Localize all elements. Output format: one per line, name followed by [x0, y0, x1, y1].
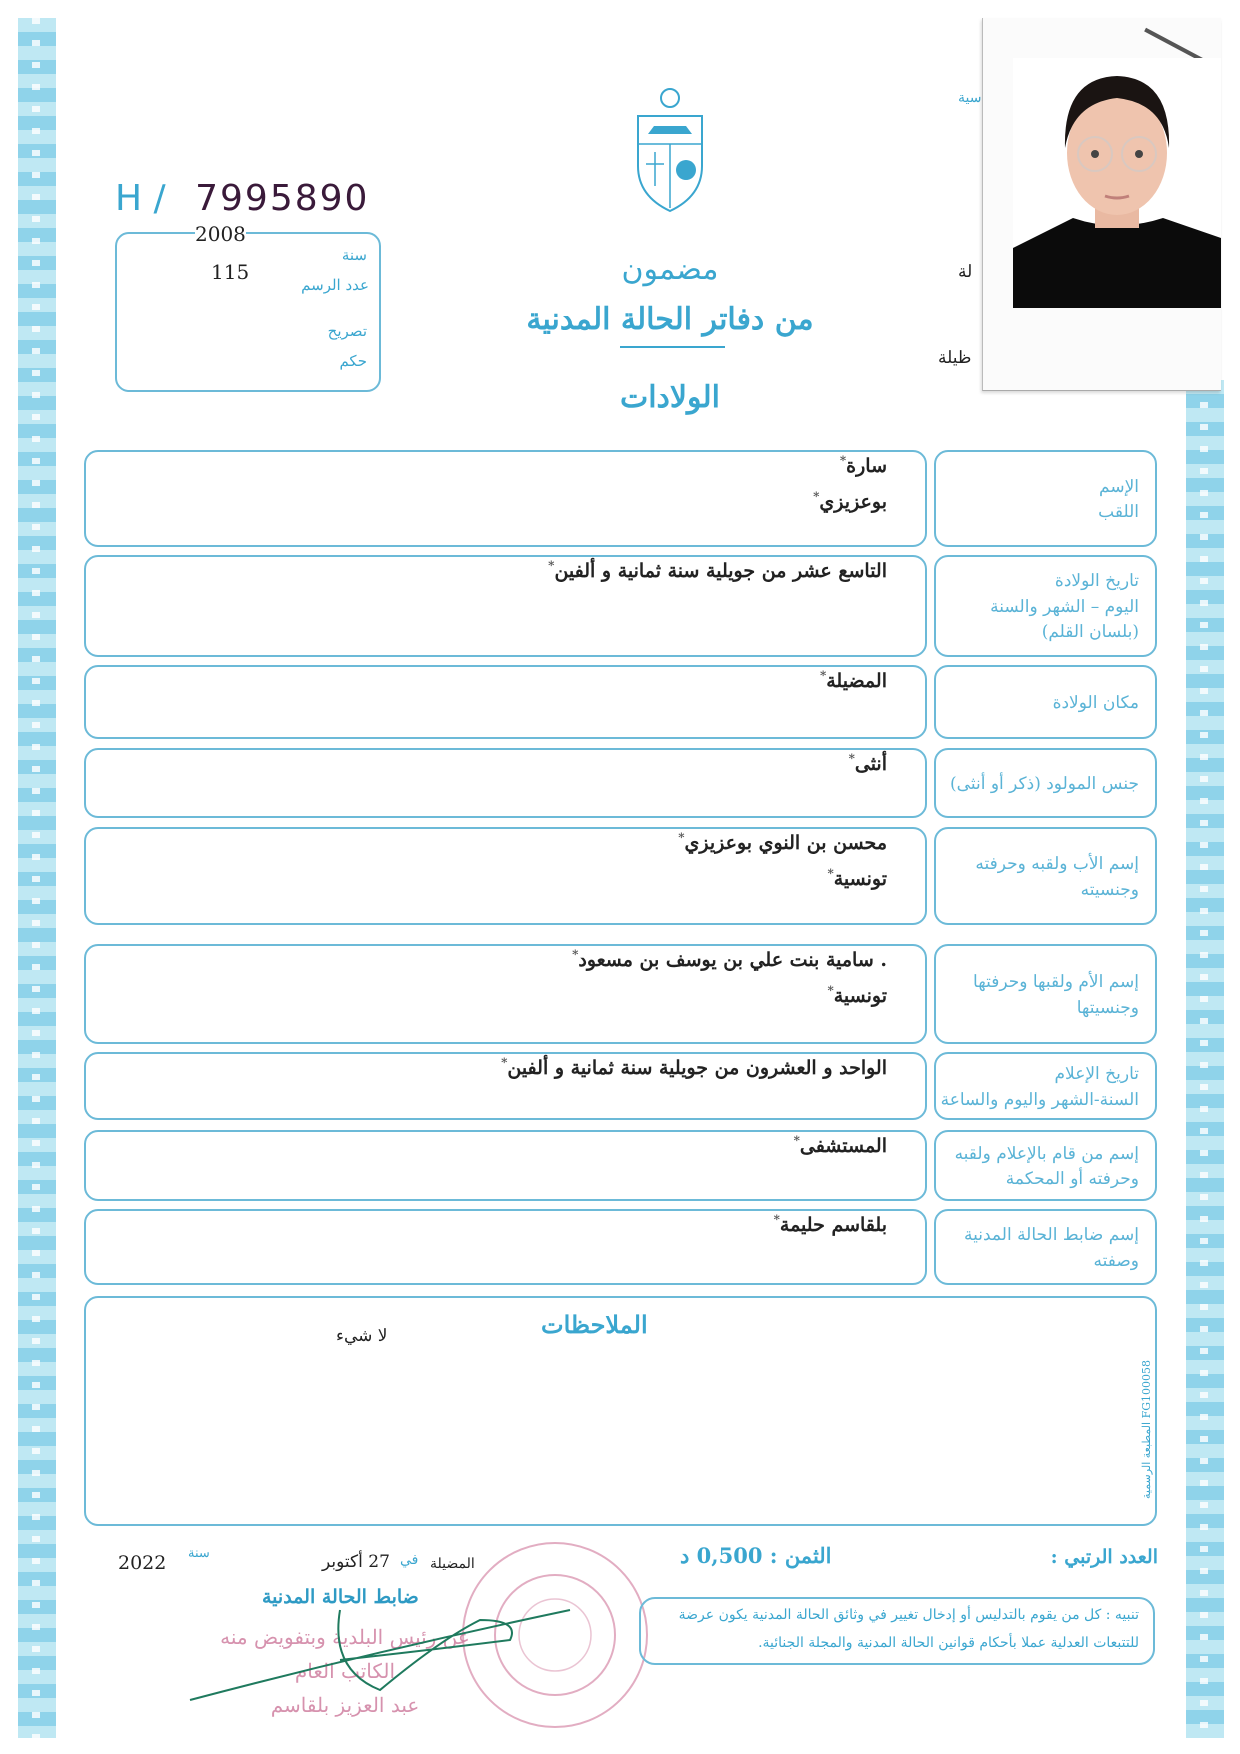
field-value-line: تونسية: [833, 868, 887, 891]
field-value-box: [84, 1209, 927, 1285]
asterisk-mark: *: [572, 947, 579, 962]
field-value-box: [84, 665, 927, 739]
asterisk-mark: *: [678, 830, 685, 845]
field-value-box: [84, 1130, 927, 1201]
field-label-box: [934, 665, 1157, 739]
field-value-box: [84, 827, 927, 925]
field-value-box: [84, 944, 927, 1044]
price-value: 0,500 د: [680, 1543, 763, 1568]
security-border-right: [1186, 380, 1224, 1738]
field-label-box: [934, 1209, 1157, 1285]
field-label: وصفته: [1093, 1250, 1139, 1271]
asterisk-mark: *: [819, 668, 827, 683]
field-value-box: [84, 555, 927, 657]
price: [680, 1543, 832, 1568]
field-label-box: [934, 1130, 1157, 1201]
serial-value: 7995890: [195, 178, 370, 219]
field-value-line: سارة: [846, 455, 887, 477]
field-value: [820, 663, 887, 699]
field-value-line: بوعزيزي: [819, 491, 887, 514]
remarks-value: لا شيء: [336, 1326, 388, 1346]
field-label-box: [934, 748, 1157, 818]
field-value-line: المضيلة: [826, 670, 887, 692]
field-label: إسم ضابط الحالة المدنية: [964, 1225, 1139, 1245]
asterisk-mark: *: [548, 558, 555, 573]
title-line-1: مضمون: [621, 252, 719, 287]
field-value: [849, 746, 887, 782]
warning-box: [639, 1597, 1155, 1665]
declaration-label: تصريح: [327, 322, 367, 340]
stamp-line: عن رئيس البلدية وبتفويض منه: [220, 1625, 470, 1649]
serial-prefix: H /: [115, 178, 166, 219]
asterisk-mark: *: [827, 983, 834, 998]
field-value-box: [84, 450, 927, 547]
year-label: سنة: [341, 246, 367, 264]
field-value-line: أنثى: [854, 753, 887, 775]
issue-place: المضيلة: [430, 1556, 475, 1572]
officer-title: ضابط الحالة المدنية: [262, 1586, 419, 1608]
field-label: إسم الأب ولقبه وحرفته: [975, 854, 1139, 874]
field-value-line: . سامية بنت علي بن يوسف بن مسعود: [578, 949, 887, 971]
field-value-line: محسن بن النوي بوعزيزي: [684, 832, 887, 854]
field-label: الإسم: [1099, 476, 1139, 497]
field-label-box: [934, 1052, 1157, 1120]
field-label: إسم من قام بالإعلام ولقبه: [954, 1143, 1139, 1164]
asterisk-mark: *: [839, 453, 847, 468]
field-label: وحرفته أو المحكمة: [1005, 1169, 1139, 1189]
remarks-box: [84, 1296, 1157, 1526]
field-value-box: [84, 1052, 927, 1120]
record-number-value: 115: [211, 260, 250, 284]
remarks-label: الملاحظات: [541, 1310, 648, 1339]
serial-order-label: العدد الرتبي :: [1050, 1546, 1158, 1568]
side-fragment: ظيلة: [938, 348, 972, 368]
id-photo-card: [982, 18, 1221, 391]
field-label: إسم الأم ولقبها وحرفتها: [973, 972, 1139, 992]
field-value: [501, 1050, 887, 1086]
field-label: تاريخ الإعلام: [1054, 1064, 1139, 1084]
field-label-box: [934, 555, 1157, 657]
asterisk-mark: *: [813, 489, 820, 504]
warning-line-2: للتتبعات العدلية عملا بأحكام قوانين الحالة المدنية والمجلة الجنائية.: [758, 1635, 1139, 1651]
field-label: اللقب: [1098, 502, 1139, 522]
field-value-line: المستشفى: [799, 1135, 887, 1157]
field-label-box: [934, 944, 1157, 1044]
field-label: (بلسان القلم): [1041, 622, 1139, 642]
field-label: وجنسيتها: [1076, 997, 1139, 1018]
section-title: الولادات: [619, 380, 721, 415]
field-value: [548, 553, 887, 589]
field-value-line: بلقاسم حليمة: [779, 1214, 887, 1236]
field-value: [794, 1128, 887, 1164]
field-value: [813, 448, 887, 520]
field-label-box: [934, 450, 1157, 547]
printer-mark: المطبعة الرسمية FG100058: [1140, 1360, 1153, 1500]
asterisk-mark: *: [848, 751, 855, 766]
title-underline: [620, 346, 725, 348]
field-value-box: [84, 748, 927, 818]
tunisia-coat-of-arms-icon: [630, 86, 710, 214]
asterisk-mark: *: [773, 1212, 780, 1227]
asterisk-mark: *: [793, 1133, 800, 1148]
portrait-photo: [1013, 58, 1221, 308]
field-label: وجنسيته: [1080, 879, 1139, 900]
issue-year-label: سنة: [188, 1546, 210, 1561]
title-line-2: من دفاتر الحالة المدنية: [526, 302, 814, 337]
warning-line-1: تنبيه : كل من يقوم بالتدليس أو إدخال تغيير في وثائق الحالة المدنية يكون عرضة: [678, 1607, 1139, 1623]
asterisk-mark: *: [827, 866, 834, 881]
field-label: تاريخ الولادة: [1054, 571, 1139, 591]
asterisk-mark: *: [501, 1055, 508, 1070]
field-label: اليوم – الشهر والسنة: [990, 596, 1139, 617]
stamp-line: الكاتب العام: [294, 1659, 396, 1683]
serial-number: [115, 178, 369, 219]
record-number-label: عدد الرسم: [301, 276, 369, 294]
signature: [180, 1580, 580, 1720]
field-value-line: الواحد و العشرون من جويلية سنة ثمانية و ألفين: [507, 1057, 887, 1079]
year-value: 2008: [195, 222, 246, 246]
field-value: [572, 942, 887, 1014]
side-fragment: سية: [958, 90, 982, 106]
issue-date: 27 أكتوبر: [322, 1552, 390, 1572]
date-prefix: في: [400, 1552, 419, 1568]
judgment-label: حكم: [339, 352, 367, 370]
stamp-line: عبد العزيز بلقاسم: [270, 1693, 420, 1717]
side-fragment: لة: [958, 262, 973, 282]
field-value-line: تونسية: [833, 985, 887, 1008]
issue-year: 2022: [118, 1552, 167, 1574]
field-label: السنة-الشهر واليوم والساعة: [940, 1089, 1139, 1110]
field-value: [774, 1207, 887, 1243]
field-label: جنس المولود (ذكر أو أنثى): [950, 774, 1139, 794]
field-value-line: التاسع عشر من جويلية سنة ثمانية و ألفين: [554, 560, 887, 582]
price-label: الثمن :: [769, 1543, 832, 1568]
field-label: مكان الولادة: [1052, 693, 1139, 713]
field-value: [678, 825, 887, 897]
field-label-box: [934, 827, 1157, 925]
